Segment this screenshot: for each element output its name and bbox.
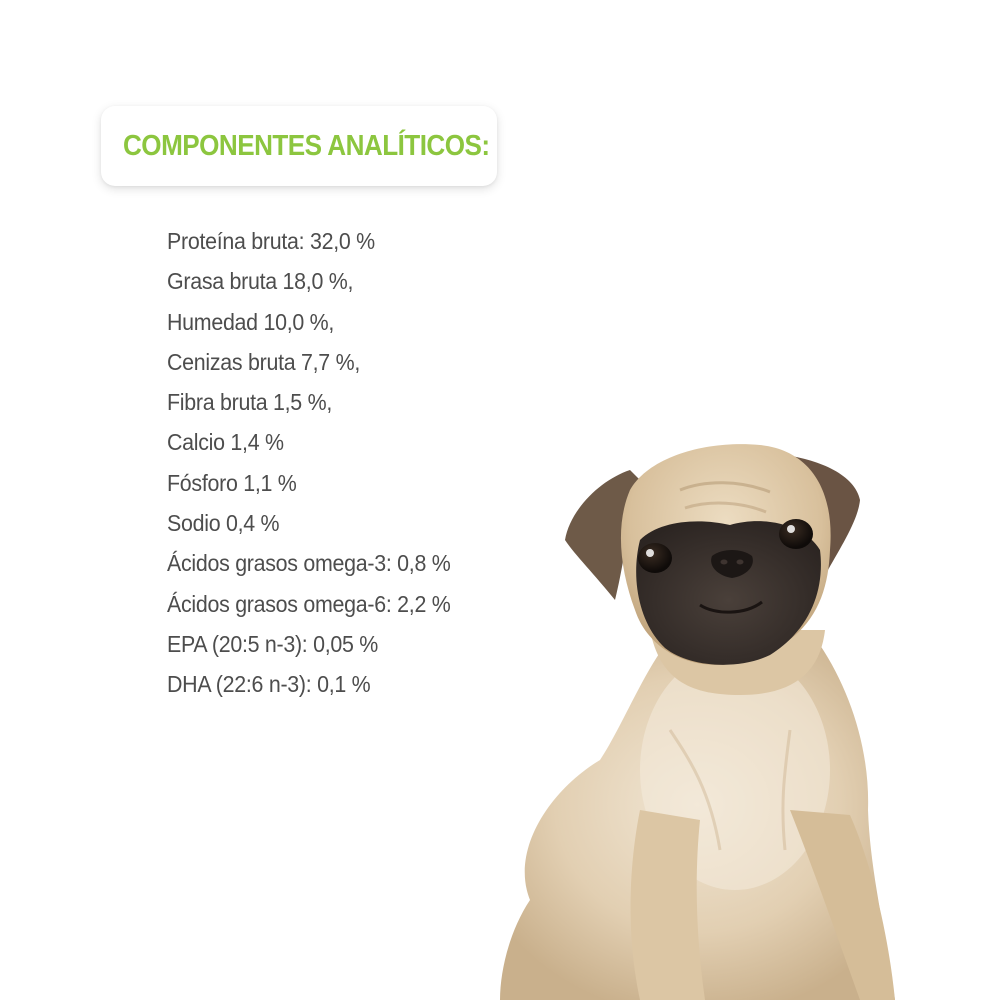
pug-puppy-image [490, 430, 910, 1000]
component-item: Humedad 10,0 %, [167, 308, 335, 335]
component-item: Fibra bruta 1,5 %, [167, 389, 333, 416]
component-item: Ácidos grasos omega-6: 2,2 % [167, 590, 451, 617]
heading-card [101, 106, 497, 186]
component-item: Sodio 0,4 % [167, 510, 280, 537]
puppy-left-leg [631, 810, 705, 1000]
component-item: EPA (20:5 n-3): 0,05 % [167, 630, 379, 657]
section-heading: COMPONENTES ANALÍTICOS: [123, 129, 490, 162]
component-item: Cenizas bruta 7,7 %, [167, 348, 360, 375]
component-item: DHA (22:6 n-3): 0,1 % [167, 671, 371, 698]
component-item: Fósforo 1,1 % [167, 469, 297, 496]
puppy-left-eye [638, 543, 672, 573]
analytical-components-list [167, 221, 472, 705]
puppy-right-eye [779, 519, 813, 549]
component-item: Proteína bruta: 32,0 % [167, 228, 375, 254]
component-item: Grasa bruta 18,0 %, [167, 268, 354, 295]
component-item: Ácidos grasos omega-3: 0,8 % [167, 550, 451, 577]
component-item: Calcio 1,4 % [167, 429, 284, 456]
